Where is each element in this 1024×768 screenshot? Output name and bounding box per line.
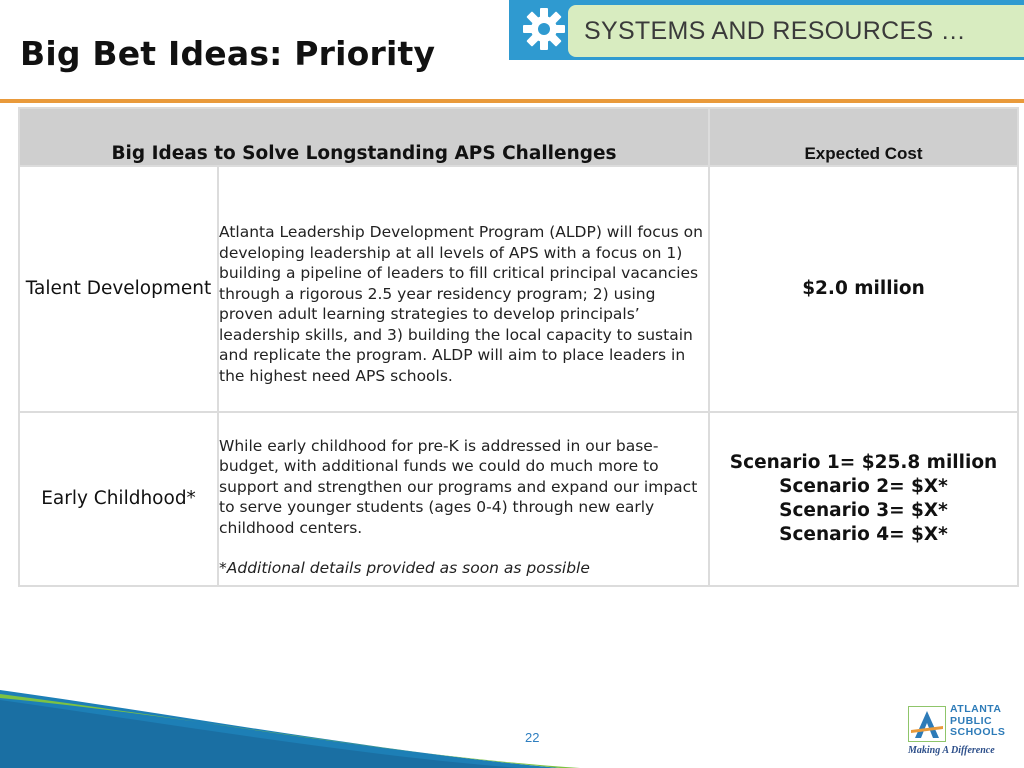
atlanta-public-schools-logo (906, 704, 1018, 760)
cost-cell (709, 166, 1018, 412)
footnote-text: *Additional details provided as soon as possible (219, 559, 590, 577)
description-cell (218, 412, 709, 586)
cost-scenario-1: Scenario 1= $25.8 million (729, 452, 998, 473)
description-text: Atlanta Leadership Development Program (ALDP) will focus on developing leadership at all levels of APS with a focus on 1) building a pipeline of leaders to fill critical principal vacancies through a rigorous 2.5 year residency program; 2) using proven adult learning strategies to develop principals’ leadership skills, and 3) building the local capacity to sustain and replicate the program. ALDP will aim to place leaders in the highest need APS schools. (219, 223, 703, 385)
description-cell (218, 166, 709, 412)
logo-tagline: Making A Difference (908, 745, 995, 756)
category-cell (19, 166, 218, 412)
category-label: Early Childhood* (41, 488, 196, 509)
cost-value: $2.0 million (802, 278, 925, 299)
header-divider (0, 99, 1024, 103)
cost-cell (709, 412, 1018, 586)
header-expected-cost: Expected Cost (709, 108, 1018, 166)
logo-line-3: SCHOOLS (950, 726, 1006, 738)
cost-scenario-2: Scenario 2= $X* (779, 476, 948, 497)
banner-label-box (568, 5, 1024, 57)
table-row (19, 166, 1018, 412)
header-ideas: Big Ideas to Solve Longstanding APS Challenges (19, 108, 709, 166)
big-ideas-table (18, 107, 1019, 587)
category-label: Talent Development (25, 278, 212, 299)
footer-wave-decoration (0, 690, 1024, 768)
aps-logo-icon (908, 706, 946, 742)
gear-icon (519, 4, 569, 54)
description-text: While early childhood for pre-K is addressed in our base-budget, with additional funds we could do much more to support and strengthen our programs and expand our impact to serve younger students (ages 0-4) through new early childhood centers. (219, 436, 698, 537)
slide-title: Big Bet Ideas: Priority (20, 34, 436, 73)
cost-scenario-4: Scenario 4= $X* (779, 524, 948, 545)
cost-scenario-3: Scenario 3= $X* (779, 500, 948, 521)
logo-name (950, 704, 1005, 739)
section-banner (509, 0, 1024, 60)
table-row (19, 412, 1018, 586)
banner-label: SYSTEMS AND RESOURCES … (584, 17, 966, 45)
logo-line-1: ATLANTA (950, 703, 1002, 715)
category-cell (19, 412, 218, 586)
page-number: 22 (525, 730, 540, 745)
logo-line-2: PUBLIC (950, 714, 993, 727)
